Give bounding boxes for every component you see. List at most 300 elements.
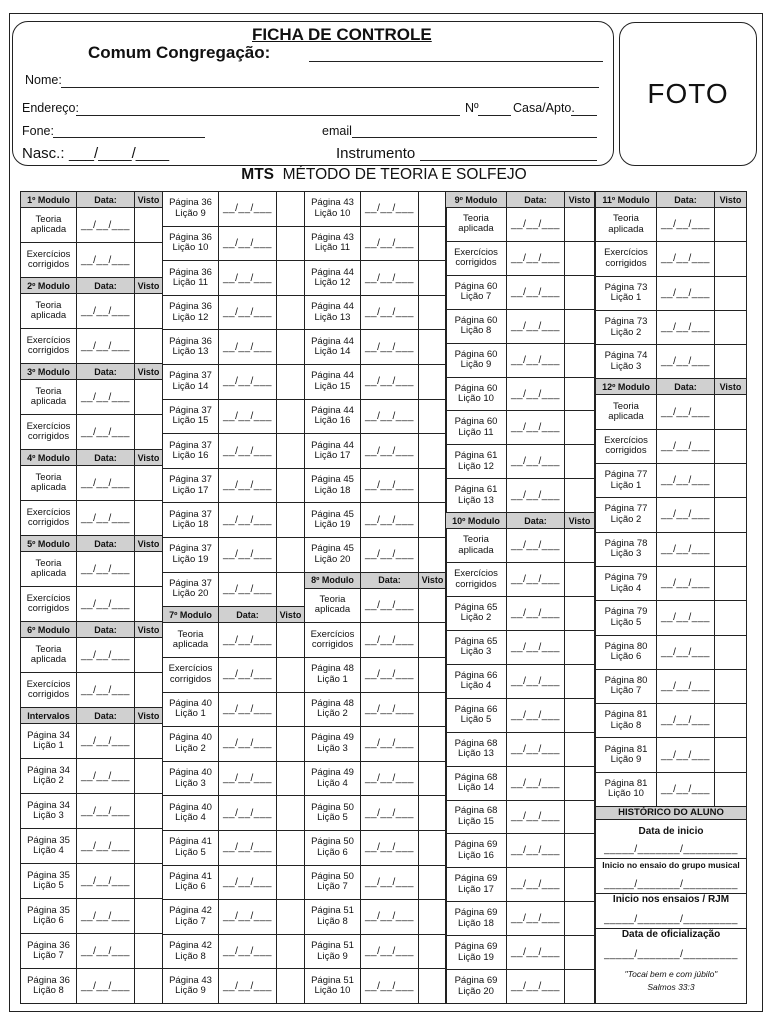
visto-field[interactable] xyxy=(714,207,747,242)
visto-field[interactable] xyxy=(564,528,595,563)
date-field[interactable]: __/__/___ xyxy=(506,309,565,344)
quote-text: "Tocai bem e com júbilo" xyxy=(624,969,718,979)
visto-field[interactable] xyxy=(134,637,163,673)
date-field[interactable]: __/__/___ xyxy=(218,191,277,227)
visto-header: Visto xyxy=(134,707,163,724)
date-field[interactable]: __/__/___ xyxy=(218,830,277,866)
visto-field[interactable] xyxy=(276,622,305,658)
visto-field[interactable] xyxy=(276,433,305,469)
visto-field[interactable] xyxy=(564,444,595,479)
instrumento-line[interactable] xyxy=(420,160,597,161)
nome-line[interactable] xyxy=(61,87,599,88)
lesson-label: Página 45 Lição 19 xyxy=(304,502,361,538)
nasc-label: Nasc.: xyxy=(22,145,65,162)
data-header: Data: xyxy=(76,707,135,724)
visto-field[interactable] xyxy=(134,465,163,501)
visto-field[interactable] xyxy=(564,343,595,378)
date-field[interactable]: __/__/___ xyxy=(360,537,419,573)
lesson-label: Página 81 Lição 9 xyxy=(595,737,657,772)
date-field[interactable]: __/__/___ xyxy=(76,500,135,536)
date-field[interactable]: __/__/___ xyxy=(656,566,715,601)
date-field[interactable]: __/__/___ xyxy=(76,898,135,934)
date-field[interactable]: __/__/___ xyxy=(76,551,135,587)
visto-field[interactable] xyxy=(714,703,747,738)
historico-item-label: Inicio nos ensaios / RJM xyxy=(612,894,730,905)
date-field[interactable]: __/__/___ xyxy=(218,726,277,762)
module-header: 5º Modulo xyxy=(20,535,77,552)
visto-field[interactable] xyxy=(418,191,447,227)
lesson-label: Página 43 Lição 9 xyxy=(162,968,219,1004)
date-field[interactable]: __/__/___ xyxy=(360,399,419,435)
lesson-label: Página 77 Lição 1 xyxy=(595,463,657,498)
date-field[interactable]: __/__/___ xyxy=(656,241,715,276)
date-field[interactable]: __/__/___ xyxy=(218,795,277,831)
visto-field[interactable] xyxy=(134,293,163,329)
lesson-label: Página 48 Lição 2 xyxy=(304,692,361,728)
date-field[interactable]: __/__/___ xyxy=(506,562,565,597)
lesson-label: Página 42 Lição 8 xyxy=(162,934,219,970)
lesson-label: Página 36 Lição 12 xyxy=(162,295,219,331)
fone-label: Fone: xyxy=(22,124,54,138)
visto-field[interactable] xyxy=(418,468,447,504)
date-field[interactable]: __/__/___ xyxy=(656,600,715,635)
email-line[interactable] xyxy=(352,137,597,138)
date-field[interactable]: __/__/___ xyxy=(360,865,419,901)
date-field[interactable]: __/__/___ xyxy=(360,830,419,866)
date-field[interactable]: __/__/___ xyxy=(506,698,565,733)
date-field[interactable]: __/__/___ xyxy=(360,260,419,296)
historico-item-label: Data de inicio xyxy=(638,826,704,837)
date-field[interactable]: __/__/___ xyxy=(218,761,277,797)
date-field[interactable]: __/__/___ xyxy=(76,637,135,673)
lesson-label: Página 60 Lição 10 xyxy=(445,377,507,412)
date-field[interactable]: __/__/___ xyxy=(506,766,565,801)
date-field[interactable]: __/__/___ xyxy=(76,828,135,864)
visto-field[interactable] xyxy=(564,800,595,835)
date-field[interactable]: __/__/___ xyxy=(656,276,715,311)
date-field[interactable]: __/__/___ xyxy=(360,433,419,469)
date-field[interactable]: __/__/___ xyxy=(76,242,135,278)
lesson-label: Página 60 Lição 8 xyxy=(445,309,507,344)
date-field[interactable]: __/__/___ xyxy=(360,468,419,504)
visto-field[interactable] xyxy=(714,394,747,429)
visto-header: Visto xyxy=(134,621,163,638)
lesson-label: Página 50 Lição 7 xyxy=(304,865,361,901)
visto-field[interactable] xyxy=(714,737,747,772)
date-field[interactable]: __/__/___ xyxy=(360,934,419,970)
date-field[interactable]: __/__/___ xyxy=(218,968,277,1004)
lesson-label: Página 37 Lição 18 xyxy=(162,502,219,538)
visto-field[interactable] xyxy=(564,901,595,936)
date-field[interactable]: __/__/___ xyxy=(656,344,715,379)
visto-field[interactable] xyxy=(714,463,747,498)
visto-field[interactable] xyxy=(564,275,595,310)
visto-field[interactable] xyxy=(564,867,595,902)
visto-field[interactable] xyxy=(564,630,595,665)
date-field[interactable]: __/__/___ xyxy=(218,468,277,504)
visto-field[interactable] xyxy=(564,935,595,970)
date-field[interactable]: __/__/___ xyxy=(360,226,419,262)
visto-field[interactable] xyxy=(134,933,163,969)
date-field[interactable]: __/__/___ xyxy=(360,588,419,624)
date-field[interactable]: __/__/___ xyxy=(76,758,135,794)
lesson-label: Página 68 Lição 14 xyxy=(445,766,507,801)
date-field[interactable]: __/__/___ xyxy=(506,528,565,563)
congregacao-line[interactable] xyxy=(309,61,603,62)
lesson-label: Página 35 Lição 5 xyxy=(20,863,77,899)
visto-field[interactable] xyxy=(276,865,305,901)
visto-field[interactable] xyxy=(714,429,747,464)
date-field[interactable]: __/__/___ xyxy=(506,867,565,902)
date-field[interactable]: __/__/___ xyxy=(360,364,419,400)
visto-field[interactable] xyxy=(714,532,747,567)
lesson-label: Página 37 Lição 17 xyxy=(162,468,219,504)
date-field[interactable]: __/__/___ xyxy=(506,275,565,310)
visto-field[interactable] xyxy=(564,207,595,242)
visto-field[interactable] xyxy=(418,622,447,658)
date-field[interactable]: __/__/___ xyxy=(506,410,565,445)
date-field[interactable]: __/__/___ xyxy=(656,394,715,429)
fone-line[interactable] xyxy=(53,137,205,138)
visto-field[interactable] xyxy=(564,664,595,699)
date-field[interactable]: __/__/___ xyxy=(506,935,565,970)
visto-field[interactable] xyxy=(134,968,163,1004)
date-field[interactable]: __/__/___ xyxy=(76,293,135,329)
date-field[interactable]: __/__/___ xyxy=(656,429,715,464)
lesson-label: Página 81 Lição 10 xyxy=(595,772,657,807)
date-field[interactable]: __/__/___ xyxy=(76,793,135,829)
visto-field[interactable] xyxy=(418,295,447,331)
date-field[interactable]: __/__/___ xyxy=(76,586,135,622)
visto-field[interactable] xyxy=(418,433,447,469)
visto-field[interactable] xyxy=(564,309,595,344)
visto-header: Visto xyxy=(134,363,163,380)
date-field[interactable]: __/__/___ xyxy=(656,207,715,242)
date-field[interactable]: __/__/___ xyxy=(360,726,419,762)
visto-field[interactable] xyxy=(134,758,163,794)
date-field[interactable]: __/__/___ xyxy=(76,465,135,501)
date-field[interactable]: __/__/___ xyxy=(656,532,715,567)
visto-field[interactable] xyxy=(418,934,447,970)
visto-field[interactable] xyxy=(134,242,163,278)
historico-date-field[interactable]: _____/_______/_________ xyxy=(604,914,738,925)
visto-field[interactable] xyxy=(714,276,747,311)
date-field[interactable]: __/__/___ xyxy=(76,328,135,364)
visto-field[interactable] xyxy=(564,596,595,631)
date-field[interactable]: __/__/___ xyxy=(360,899,419,935)
lesson-label: Exercícios corrigidos xyxy=(20,328,77,364)
visto-field[interactable] xyxy=(714,669,747,704)
visto-field[interactable] xyxy=(418,502,447,538)
date-field[interactable]: __/__/___ xyxy=(656,703,715,738)
date-field[interactable]: __/__/___ xyxy=(76,863,135,899)
date-field[interactable]: __/__/___ xyxy=(218,934,277,970)
lesson-label: Teoria aplicada xyxy=(20,293,77,329)
casa-line[interactable] xyxy=(571,115,597,116)
module-header: 11º Modulo xyxy=(595,191,657,208)
lesson-label: Teoria aplicada xyxy=(445,207,507,242)
date-field[interactable]: __/__/___ xyxy=(360,795,419,831)
lesson-label: Exercícios corrigidos xyxy=(162,657,219,693)
date-field[interactable]: __/__/___ xyxy=(506,664,565,699)
lesson-label: Página 51 Lição 8 xyxy=(304,899,361,935)
lesson-label: Página 37 Lição 20 xyxy=(162,572,219,608)
date-field[interactable]: __/__/___ xyxy=(76,723,135,759)
visto-field[interactable] xyxy=(714,635,747,670)
date-field[interactable]: __/__/___ xyxy=(656,463,715,498)
date-field[interactable]: __/__/___ xyxy=(360,761,419,797)
visto-field[interactable] xyxy=(276,899,305,935)
visto-field[interactable] xyxy=(134,793,163,829)
lesson-label: Página 36 Lição 7 xyxy=(20,933,77,969)
visto-field[interactable] xyxy=(276,934,305,970)
visto-field[interactable] xyxy=(276,468,305,504)
date-field[interactable]: __/__/___ xyxy=(218,433,277,469)
date-field[interactable]: __/__/___ xyxy=(506,377,565,412)
lesson-label: Página 79 Lição 4 xyxy=(595,566,657,601)
date-field[interactable]: __/__/___ xyxy=(218,622,277,658)
visto-field[interactable] xyxy=(276,191,305,227)
visto-field[interactable] xyxy=(276,830,305,866)
date-field[interactable]: __/__/___ xyxy=(506,901,565,936)
visto-field[interactable] xyxy=(134,828,163,864)
visto-field[interactable] xyxy=(714,241,747,276)
visto-field[interactable] xyxy=(134,328,163,364)
date-field[interactable]: __/__/___ xyxy=(360,502,419,538)
date-field[interactable]: __/__/___ xyxy=(506,732,565,767)
data-header: Data: xyxy=(506,191,565,208)
lesson-label: Página 68 Lição 15 xyxy=(445,800,507,835)
date-field[interactable]: __/__/___ xyxy=(76,968,135,1004)
visto-field[interactable] xyxy=(714,310,747,345)
visto-field[interactable] xyxy=(418,830,447,866)
visto-field[interactable] xyxy=(564,241,595,276)
date-field[interactable]: __/__/___ xyxy=(360,692,419,728)
visto-field[interactable] xyxy=(418,899,447,935)
visto-field[interactable] xyxy=(418,260,447,296)
visto-header: Visto xyxy=(276,606,305,623)
lesson-label: Teoria aplicada xyxy=(20,207,77,243)
date-field[interactable]: __/__/___ xyxy=(218,502,277,538)
visto-field[interactable] xyxy=(276,726,305,762)
visto-field[interactable] xyxy=(134,207,163,243)
visto-field[interactable] xyxy=(418,657,447,693)
visto-field[interactable] xyxy=(276,399,305,435)
date-field[interactable]: __/__/___ xyxy=(218,364,277,400)
visto-field[interactable] xyxy=(276,502,305,538)
date-field[interactable]: __/__/___ xyxy=(218,260,277,296)
data-header: Data: xyxy=(76,363,135,380)
visto-header: Visto xyxy=(418,572,447,589)
lesson-label: Página 69 Lição 17 xyxy=(445,867,507,902)
lesson-label: Teoria aplicada xyxy=(20,551,77,587)
lesson-label: Página 51 Lição 9 xyxy=(304,934,361,970)
date-field[interactable]: __/__/___ xyxy=(506,241,565,276)
lesson-label: Página 37 Lição 15 xyxy=(162,399,219,435)
date-field[interactable]: __/__/___ xyxy=(506,478,565,513)
date-field[interactable]: __/__/___ xyxy=(76,414,135,450)
visto-field[interactable] xyxy=(276,968,305,1004)
visto-field[interactable] xyxy=(276,795,305,831)
data-header: Data: xyxy=(360,572,419,589)
lesson-label: Página 61 Lição 12 xyxy=(445,444,507,479)
visto-field[interactable] xyxy=(134,723,163,759)
numero-line[interactable] xyxy=(478,115,511,116)
date-field[interactable]: __/__/___ xyxy=(360,295,419,331)
lesson-label: Teoria aplicada xyxy=(445,528,507,563)
date-field[interactable]: __/__/___ xyxy=(360,622,419,658)
endereco-label: Endereço: xyxy=(22,101,79,115)
lesson-label: Página 41 Lição 6 xyxy=(162,865,219,901)
date-field[interactable]: __/__/___ xyxy=(218,295,277,331)
date-field[interactable]: __/__/___ xyxy=(76,379,135,415)
date-field[interactable]: __/__/___ xyxy=(506,596,565,631)
date-field[interactable]: __/__/___ xyxy=(656,772,715,807)
date-field[interactable]: __/__/___ xyxy=(656,497,715,532)
visto-field[interactable] xyxy=(418,399,447,435)
date-field[interactable]: __/__/___ xyxy=(506,207,565,242)
date-field[interactable]: __/__/___ xyxy=(360,191,419,227)
date-field[interactable]: __/__/___ xyxy=(360,657,419,693)
visto-field[interactable] xyxy=(418,865,447,901)
method-title: MÉTODO DE TEORIA E SOLFEJO xyxy=(282,166,527,183)
lesson-label: Página 36 Lição 11 xyxy=(162,260,219,296)
lesson-label: Página 37 Lição 14 xyxy=(162,364,219,400)
date-field[interactable]: __/__/___ xyxy=(506,800,565,835)
date-field[interactable]: __/__/___ xyxy=(506,630,565,665)
date-field[interactable]: __/__/___ xyxy=(218,657,277,693)
historico-divider xyxy=(595,858,747,859)
visto-header: Visto xyxy=(134,449,163,466)
date-field[interactable]: __/__/___ xyxy=(360,329,419,365)
date-field[interactable]: __/__/___ xyxy=(218,865,277,901)
date-field[interactable]: __/__/___ xyxy=(656,737,715,772)
visto-field[interactable] xyxy=(276,692,305,728)
bible-quote xyxy=(595,968,747,994)
historico-date-field[interactable]: _____/_______/_________ xyxy=(604,949,738,960)
visto-field[interactable] xyxy=(564,698,595,733)
visto-field[interactable] xyxy=(134,414,163,450)
historico-date-field[interactable]: _____/_______/_________ xyxy=(604,879,738,890)
date-field[interactable]: __/__/___ xyxy=(506,444,565,479)
historico-date-field[interactable]: _____/_______/_________ xyxy=(604,844,738,855)
visto-field[interactable] xyxy=(418,588,447,624)
date-field[interactable]: __/__/___ xyxy=(656,635,715,670)
visto-header: Visto xyxy=(714,378,747,395)
visto-field[interactable] xyxy=(134,863,163,899)
lesson-label: Página 79 Lição 5 xyxy=(595,600,657,635)
visto-field[interactable] xyxy=(564,377,595,412)
visto-field[interactable] xyxy=(418,537,447,573)
date-field[interactable]: __/__/___ xyxy=(218,692,277,728)
date-field[interactable]: __/__/___ xyxy=(76,207,135,243)
numero-label: Nº xyxy=(465,101,479,115)
visto-field[interactable] xyxy=(418,329,447,365)
quote-reference: Salmos 33:3 xyxy=(647,982,695,992)
lesson-label: Página 49 Lição 4 xyxy=(304,761,361,797)
visto-field[interactable] xyxy=(714,497,747,532)
date-field[interactable]: __/__/___ xyxy=(506,833,565,868)
visto-field[interactable] xyxy=(276,295,305,331)
visto-field[interactable] xyxy=(134,551,163,587)
date-field[interactable]: __/__/___ xyxy=(76,672,135,708)
date-field[interactable]: __/__/___ xyxy=(218,226,277,262)
visto-field[interactable] xyxy=(276,761,305,797)
visto-field[interactable] xyxy=(564,410,595,445)
visto-field[interactable] xyxy=(276,657,305,693)
visto-field[interactable] xyxy=(276,226,305,262)
visto-field[interactable] xyxy=(134,898,163,934)
visto-field[interactable] xyxy=(714,566,747,601)
date-field[interactable]: __/__/___ xyxy=(218,399,277,435)
visto-field[interactable] xyxy=(134,586,163,622)
lesson-label: Página 40 Lição 3 xyxy=(162,761,219,797)
data-header: Data: xyxy=(218,606,277,623)
visto-field[interactable] xyxy=(418,795,447,831)
visto-field[interactable] xyxy=(564,732,595,767)
visto-field[interactable] xyxy=(276,572,305,608)
date-field[interactable]: __/__/___ xyxy=(218,572,277,608)
visto-header: Visto xyxy=(714,191,747,208)
historico-title: HISTÓRICO DO ALUNO xyxy=(595,806,747,820)
nasc-field[interactable]: ___/____/____ xyxy=(69,145,170,162)
visto-field[interactable] xyxy=(418,364,447,400)
visto-field[interactable] xyxy=(418,726,447,762)
date-field[interactable]: __/__/___ xyxy=(506,343,565,378)
lesson-label: Exercícios corrigidos xyxy=(20,500,77,536)
date-field[interactable]: __/__/___ xyxy=(218,899,277,935)
date-field[interactable]: __/__/___ xyxy=(656,669,715,704)
date-field[interactable]: __/__/___ xyxy=(218,537,277,573)
visto-field[interactable] xyxy=(418,692,447,728)
date-field[interactable]: __/__/___ xyxy=(76,933,135,969)
lesson-label: Exercícios corrigidos xyxy=(595,241,657,276)
endereco-line[interactable] xyxy=(76,115,460,116)
form-title: FICHA DE CONTROLE xyxy=(252,25,432,44)
visto-field[interactable] xyxy=(276,364,305,400)
visto-field[interactable] xyxy=(714,344,747,379)
visto-field[interactable] xyxy=(276,329,305,365)
visto-field[interactable] xyxy=(714,600,747,635)
lesson-label: Página 37 Lição 19 xyxy=(162,537,219,573)
visto-field[interactable] xyxy=(714,772,747,807)
module-header: 12º Modulo xyxy=(595,378,657,395)
visto-field[interactable] xyxy=(134,672,163,708)
lesson-label: Página 44 Lição 16 xyxy=(304,399,361,435)
date-field[interactable]: __/__/___ xyxy=(506,969,565,1004)
lesson-label: Página 34 Lição 1 xyxy=(20,723,77,759)
visto-field[interactable] xyxy=(276,537,305,573)
visto-field[interactable] xyxy=(134,500,163,536)
visto-field[interactable] xyxy=(564,478,595,513)
visto-field[interactable] xyxy=(418,968,447,1004)
visto-field[interactable] xyxy=(276,260,305,296)
date-field[interactable]: __/__/___ xyxy=(218,329,277,365)
visto-field[interactable] xyxy=(134,379,163,415)
visto-field[interactable] xyxy=(564,562,595,597)
visto-field[interactable] xyxy=(564,833,595,868)
lesson-label: Página 78 Lição 3 xyxy=(595,532,657,567)
visto-field[interactable] xyxy=(418,226,447,262)
date-field[interactable]: __/__/___ xyxy=(360,968,419,1004)
date-field[interactable]: __/__/___ xyxy=(656,310,715,345)
visto-field[interactable] xyxy=(564,766,595,801)
visto-field[interactable] xyxy=(418,761,447,797)
section-title xyxy=(0,166,768,184)
visto-field[interactable] xyxy=(564,969,595,1004)
data-header: Data: xyxy=(76,535,135,552)
lesson-label: Exercícios corrigidos xyxy=(20,586,77,622)
